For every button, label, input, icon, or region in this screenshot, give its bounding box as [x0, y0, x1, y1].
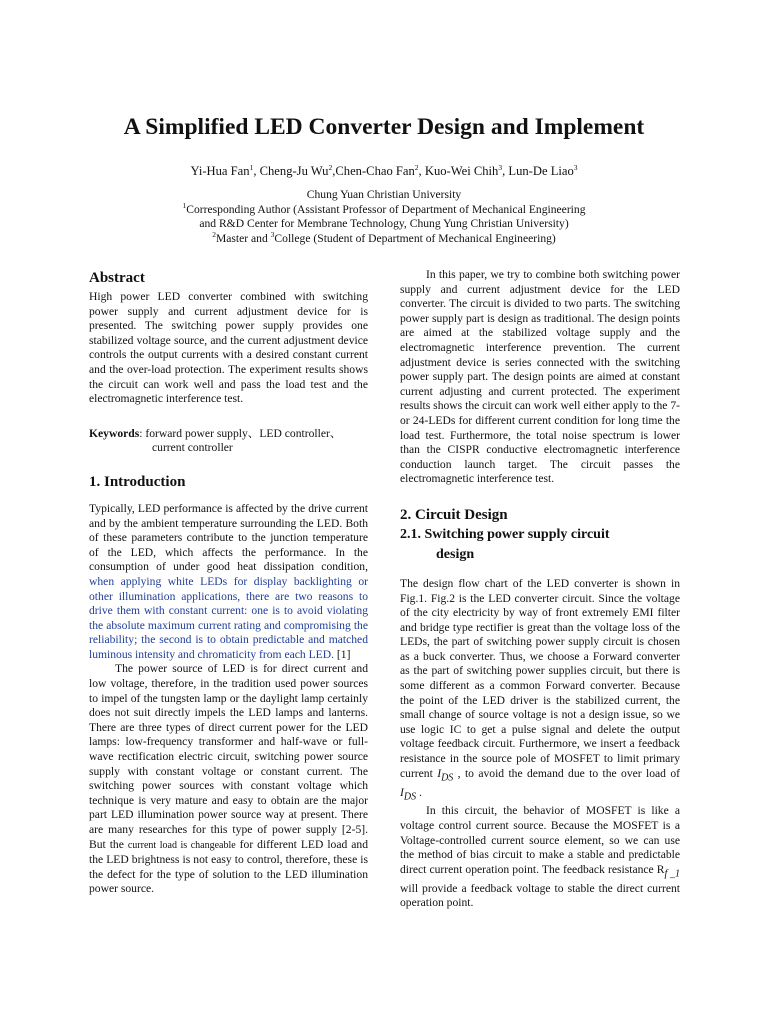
- author-mark: 2: [328, 162, 333, 172]
- affiliation-line-1: [0, 200, 768, 218]
- affiliation-mark: 2: [212, 229, 216, 239]
- author-mark: 3: [498, 162, 503, 172]
- abstract-heading: Abstract: [89, 270, 145, 286]
- abstract-text: High power LED converter combined with switching power supply and current adjustment device for is presented. The switching power supply provides one stabilized voltage source, and the current adjustment device controls the output currents with a desired constant current and the over-load protection. The experiment results shows the circuit can work well and pass the load test and the electromagnetic interference test.: [89, 290, 368, 406]
- author-separator: ,: [253, 164, 260, 178]
- keywords-line-2: current controller: [152, 441, 233, 455]
- intro-p2-small: current load is changeable: [127, 839, 236, 851]
- circuit-p1-end: to avoid the demand due to the over load of: [460, 766, 681, 780]
- author-name: Chen-Chao Fan: [335, 164, 415, 178]
- affiliation-mark: 1: [182, 200, 187, 210]
- author-mark: 1: [249, 162, 254, 172]
- ids-symbol: I: [400, 785, 404, 799]
- circuit-p2-end: will provide a feedback voltage to stable the direct current operation point.: [400, 881, 680, 910]
- author-separator: ,: [502, 164, 509, 178]
- circuit-design-paragraph-2: [400, 804, 680, 910]
- introduction-paragraph-1: [89, 502, 368, 663]
- affiliation-block: [0, 188, 768, 246]
- affiliation-line-2: and R&D Center for Membrane Technology, Chung Yung Christian University): [199, 217, 569, 230]
- author-mark: 3: [573, 162, 578, 172]
- introduction-heading: 1. Introduction: [89, 473, 186, 490]
- affiliation-university: Chung Yuan Christian University: [306, 188, 462, 201]
- affiliation-line-3: [0, 229, 768, 247]
- rf-subscript: f _1: [664, 868, 680, 880]
- right-column: [400, 268, 680, 911]
- intro-p1-highlight: when applying white LEDs for display backlighting or other illumination applications, there are two reasons to drive them with constant current: one is to avoid violating the absolute maximum current rating and compromising the reliability; the second is to obtain predictable and matched luminous intensity and chromaticity from each LED.: [89, 574, 368, 661]
- paper-title: A Simplified LED Converter Design and Implement: [123, 114, 645, 140]
- author-name: Yi-Hua Fan: [190, 164, 250, 178]
- switching-supply-subheading-cont: design: [436, 546, 475, 562]
- affiliation-mark: 3: [270, 229, 275, 239]
- author-list: [0, 164, 768, 179]
- circuit-p1-text: The design flow chart of the LED converter is shown in Fig.1. Fig.2 is the LED converter circuit. Since the voltage of the city electricity by way of front extremely EMI filter and bridge type rectifier is great than the voltage loss of the LEDs, the part of switching power supply circuit is chosen as a buck converter. Thus, we choose a Forward converter as the part of switching power supplies circuit, but there is some different as a common Forward converter. Because the point of the LED driver is the stabilized current, the small change of source voltage is not a design issue, so we use logic IC to get a pulse signal and delete the output voltage feedback circuit. Furthermore, we insert a feedback resistance in the source pole of MOSFET to limit primary current: [400, 576, 680, 780]
- intro-p1-citation: [1]: [334, 647, 351, 661]
- author-separator: ,: [418, 164, 425, 178]
- author-separator: ,: [332, 164, 336, 178]
- right-intro-paragraph: In this paper, we try to combine both switching power supply and current adjustment device for the LED converter. The circuit is divided to two parts. The switching power supply part is design as traditional. The design points are aimed at the stabilized voltage supply and the electromagnetic interference prevention. The current adjustment device is series connected with the switching power supply part. The design points are aimed at constant current adjusting and current protected. The experiment results shows the circuit can work well either apply to the 7- or 24-LEDs for different current condition for long time the load test. Furthermore, the total noise spectrum is lower than the CISPR conductive electromagnetic interference conduction launch target. The circuit passes the electromagnetic interference test.: [400, 268, 680, 486]
- circuit-p2-text: In this circuit, the behavior of MOSFET is like a voltage control current source. Because the MOSFET is a Voltage-controlled current source element, so we can use the method of bias circuit to make a stable and predictable direct current operation point. The feedback resistance R: [400, 804, 680, 876]
- intro-p2-text: The power source of LED is for direct current and low voltage, therefore, in the tradition used power sources to impel of the tungsten lamp or the daylight lamp certainly does not suit directly impels the LED lamps and lanterns. There are three types of direct current power for the LED lamps: low-frequency transformer and half-wave or full-wave rectification electric circuit, switching power source supply with constant voltage or constant current. The switching power sources with constant voltage which technique is very mature and easy to obtain are the major part LED illumination power source way at present. There are many researches for this type of power supply [2-5]. But the: [89, 662, 368, 851]
- affiliation-text: Corresponding Author (Assistant Professor of Department of Mechanical Engineering: [186, 202, 586, 216]
- author-mark: 2: [414, 162, 419, 172]
- circuit-design-paragraph-1: [400, 577, 680, 805]
- author-name: Kuo-Wei Chih: [424, 164, 499, 178]
- ids-symbol: I: [437, 766, 442, 780]
- circuit-p1-stop: .: [416, 785, 422, 799]
- circuit-p1-comma: ,: [453, 766, 461, 780]
- affiliation-text: College (Student of Department of Mechanical Engineering): [274, 231, 556, 245]
- author-name: Lun-De Liao: [508, 164, 574, 178]
- ids-subscript: DS: [403, 790, 417, 802]
- switching-supply-subheading: 2.1. Switching power supply circuit: [400, 526, 610, 542]
- keywords: [89, 427, 368, 442]
- keywords-line-1: : forward power supply、LED controller、: [139, 426, 342, 440]
- affiliation-text: Master and: [215, 231, 271, 245]
- author-name: Cheng-Ju Wu: [259, 164, 329, 178]
- circuit-design-heading: 2. Circuit Design: [400, 506, 508, 523]
- intro-p1-text: Typically, LED performance is affected by the drive current and by the ambient temperature surrounding the LED. Both of these parameters contribute to the junction temperature of the LED, which affects the performance. In the consumption of under good heat dissipation condition,: [89, 501, 368, 574]
- ids-subscript: DS: [441, 771, 454, 783]
- introduction-paragraph-2: [89, 662, 368, 897]
- left-column: [89, 268, 368, 897]
- keywords-label: Keywords: [89, 426, 140, 440]
- intro-p2-end: for different LED load and the LED brightness is not easy to control, therefore, these is the defect for the type of solution to the LED illumination power source.: [89, 837, 368, 896]
